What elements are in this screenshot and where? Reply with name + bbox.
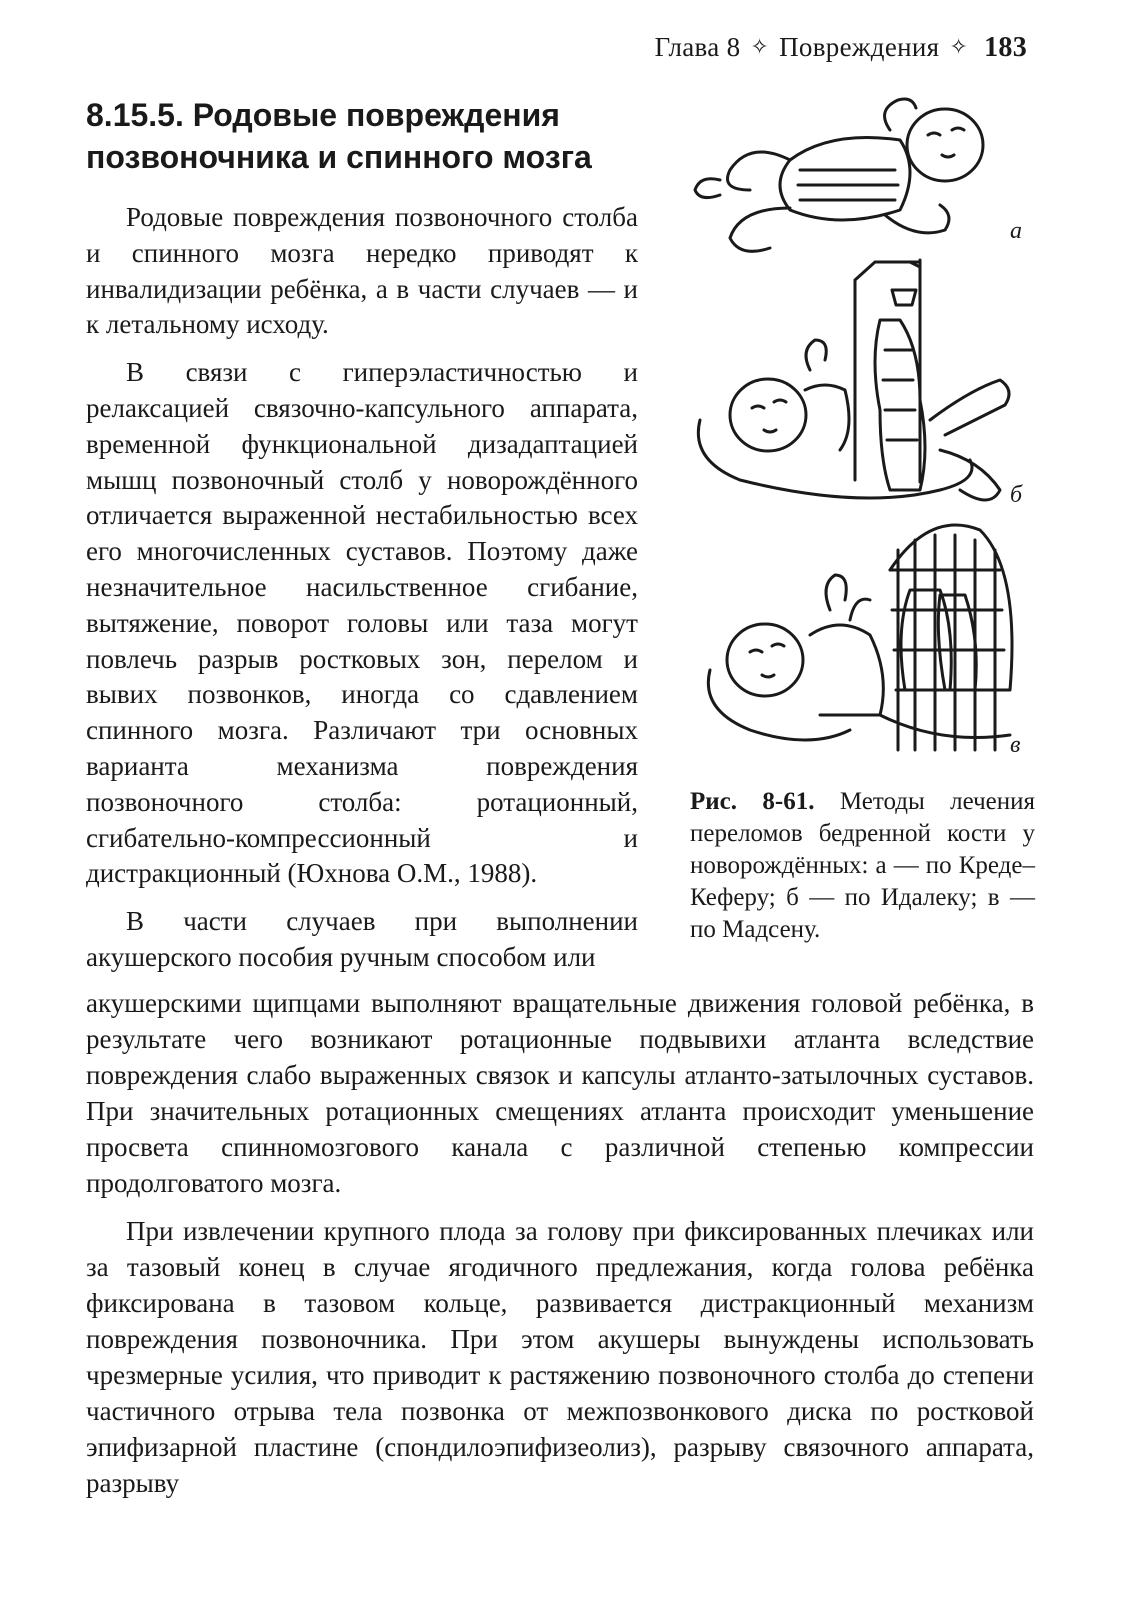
figure-illustration [680, 90, 1040, 770]
separator-icon: ✧ [949, 34, 969, 59]
paragraph: В части случаев при выполнении акушерского пособия ручным способом или [86, 906, 638, 972]
illustration-a [695, 99, 983, 251]
paragraph: Родовые повреждения позвоночного столба и спинного мозга нередко приводят к инвалидизации ребёнка, а в части случаев — и к летальному исходу. [86, 202, 638, 340]
page-number: 183 [984, 32, 1027, 63]
figure-label-c: в [1010, 732, 1021, 758]
figure-label-b: б [1010, 482, 1023, 508]
figure-label-a: а [1010, 218, 1022, 244]
figure-8-61 [680, 90, 1040, 770]
running-head [655, 32, 1027, 64]
paragraph: При извлечении крупного плода за голову при фиксированных плечиках или за тазовый конец в случае ягодичного предлежания, когда голова ребёнка фиксирована в тазовом кольце, развивается дистракционный механизм повреждения позвоночника. При этом акушеры вынуждены использовать чрезмерные усилия, что приводит к растяжению позвоночного столба до степени частичного отрыва тела позвонка от межпозвонкового диска по ростковой эпифизарной пластине (спондилоэпифизеолиз), разрыву связочного аппарата, разрыву [86, 1216, 1034, 1498]
section-label: Повреждения [779, 32, 940, 62]
paragraph: В связи с гиперэластичностью и релаксацией связочно-капсульного аппарата, временной функциональной дизадаптацией мышц позвоночный столб у новорождённого отличается выраженной нестабильностью всех его многочисленных суставов. Поэтому даже незначительное насильственное сгибание, вытяжение, поворот головы или таза могут повлечь разрыв ростковых зон, перелом и вывих позвонков, иногда со сдавлением спинного мозга. Различают три основных варианта механизма повреждения позвоночного столба: ротационный, сгибательно-компрессионный и дистракционный (Юхнова О.М., 1988). [86, 357, 638, 889]
caption-text: Методы лечения переломов бедренной кости у новорождённых: а — по Креде–Кеферу; б — по Идалеку; в — по Мадсену. [690, 788, 1035, 943]
section-heading: 8.15.5. Родовые повреждения позвоночника и спинного мозга [86, 97, 592, 175]
figure-caption [690, 786, 1035, 946]
illustration-c [708, 525, 1012, 750]
chapter-label: Глава 8 [654, 32, 741, 62]
caption-label: Рис. 8-61. [690, 788, 815, 815]
separator-icon: ✧ [750, 34, 770, 59]
full-width-text [86, 985, 1034, 1513]
illustration-b [698, 260, 1009, 500]
paragraph: акушерскими щипцами выполняют вращательные движения головой ребёнка, в результате чего возникают ротационные подвывихи атланта вследствие повреждения слабо выраженных связок и капсулы атланто-затылочных суставов. При значительных ротационных смещениях атланта происходит уменьшение просвета спинномозгового канала с различной степенью компрессии продолговатого мозга. [86, 988, 1034, 1198]
left-column [86, 200, 638, 988]
